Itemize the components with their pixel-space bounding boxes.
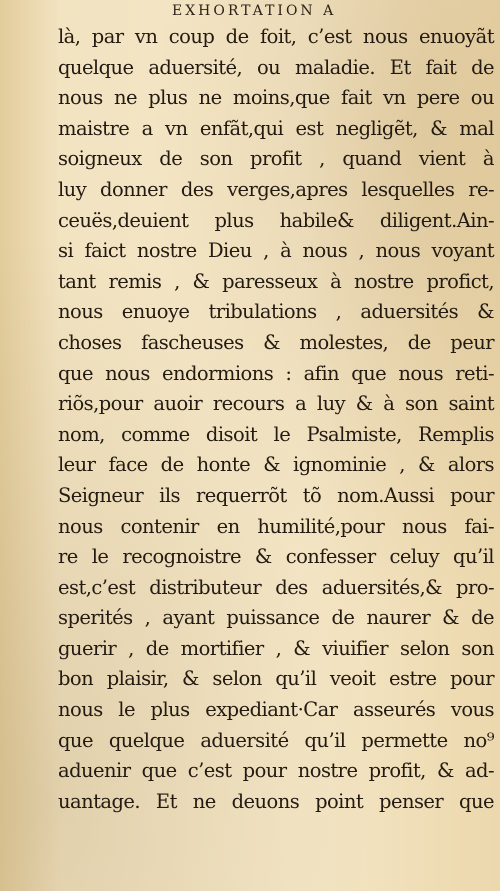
text-line: sperités , ayant puissance de naurer & de — [58, 606, 494, 630]
running-head: EXHORTATION A — [172, 3, 337, 19]
text-line: Seigneur ils requerrõt tõ nom.Aussi pour — [58, 483, 494, 507]
text-line: nous le plus expediant·Car asseurés vous — [58, 698, 494, 722]
text-line: leur face de honte & ignominie , & alors — [58, 453, 494, 477]
text-line: nous ne plus ne moins,que fait vn pere ou — [58, 86, 494, 110]
text-line: choses fascheuses & molestes, de peur — [58, 330, 494, 354]
text-line: aduenir que c’est pour nostre profit, & ad- — [58, 759, 494, 783]
text-line: quelque aduersité, ou maladie. Et fait de — [58, 55, 494, 79]
text-line: est,c’est distributeur des aduersités,& pro- — [58, 575, 494, 599]
text-line: soigneux de son profit , quand vient à — [58, 147, 494, 171]
text-line: que quelque aduersité qu’il permette no⁹ — [58, 728, 494, 752]
text-line: bon plaisir, & selon qu’il veoit estre pour — [58, 667, 494, 691]
text-block — [58, 22, 494, 817]
text-line: uantage. Et ne deuons point penser que — [58, 789, 494, 813]
text-line: luy donner des verges,apres lesquelles re- — [58, 177, 494, 201]
text-line: là, par vn coup de foit, c’est nous enuoyãt — [58, 25, 494, 48]
text-line: guerir , de mortifier , & viuifier selon son — [58, 636, 494, 660]
text-line: maistre a vn enfãt,qui est negligẽt, & mal — [58, 116, 494, 140]
text-line: riõs,pour auoir recours a luy & à son saint — [58, 392, 494, 416]
text-line: nous contenir en humilité,pour nous fai- — [58, 514, 494, 538]
text-line: nom, comme disoit le Psalmiste, Remplis — [58, 422, 494, 446]
text-line: si faict nostre Dieu , à nous , nous voyant — [58, 239, 494, 263]
text-line: que nous endormions : afin que nous reti- — [58, 361, 494, 385]
text-line: nous enuoye tribulations , aduersités & — [58, 300, 494, 324]
text-line: ceuës,deuient plus habile& diligent.Ain- — [58, 208, 494, 232]
text-line: re le recognoistre & confesser celuy qu’il — [58, 545, 494, 569]
text-line: tant remis , & paresseux à nostre profict, — [58, 269, 494, 293]
